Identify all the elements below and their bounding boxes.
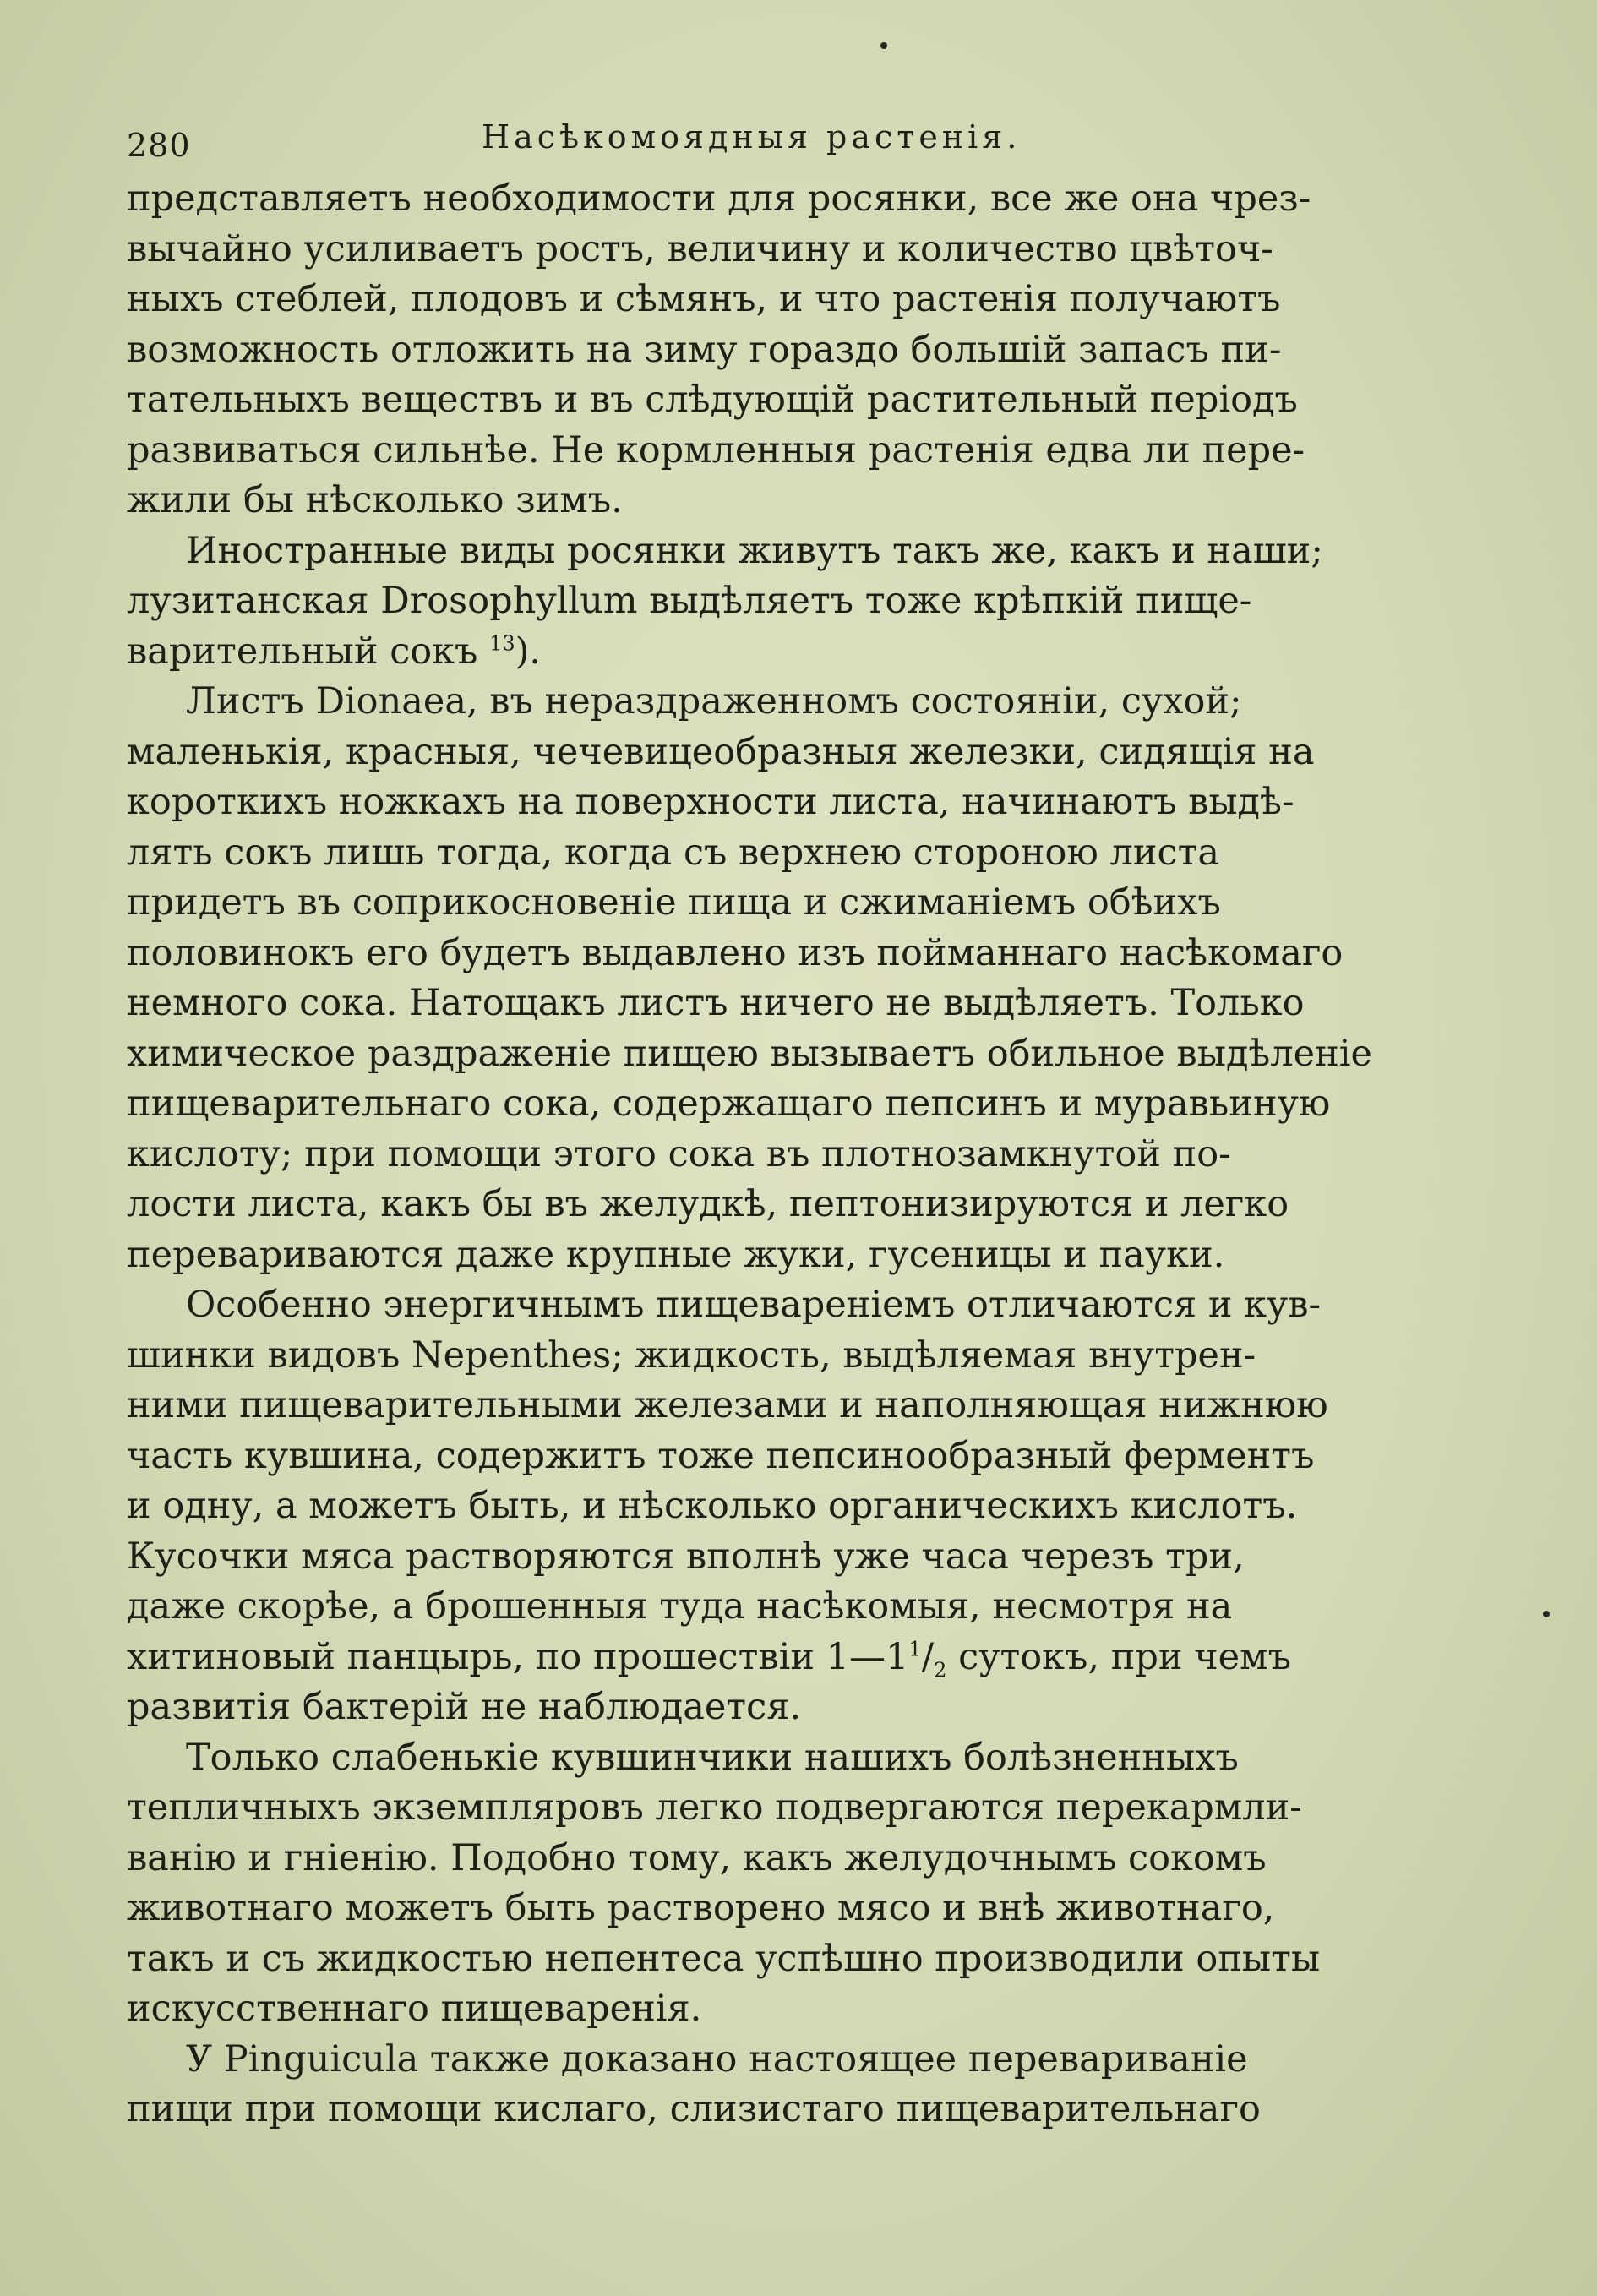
text-line: лузитанская Drosophyllum выдѣляетъ тоже крѣпкій пище-	[127, 580, 1252, 622]
text-line: лости листа, какъ бы въ желудкѣ, пептонизируются и легко	[127, 1183, 1289, 1225]
page-number: 280	[127, 127, 191, 164]
text-line: представляетъ необходимости для росянки, все же она чрез-	[127, 177, 1311, 220]
text-line: тепличныхъ экземпляровъ легко подвергаются перекармли-	[127, 1786, 1302, 1829]
text-line: У Pinguicula также доказано настоящее перевариваніе	[186, 2037, 1248, 2081]
fraction-numerator: 1	[908, 1637, 922, 1661]
body-text	[127, 174, 1445, 2135]
text-line: шинки видовъ Nepenthes; жидкость, выдѣляемая внутрен-	[127, 1333, 1256, 1377]
text-line: пищи при помощи кислаго, слизистаго пищеварительнаго	[127, 2088, 1261, 2130]
text-line-with-note	[127, 627, 1445, 678]
text-line: перевариваются даже крупные жуки, гусеницы и пауки.	[127, 1233, 1225, 1276]
text-line: такъ и съ жидкостью непентеса успѣшно производили опыты	[127, 1937, 1321, 1980]
text-line: пищеварительнаго сока, содержащаго пепсинъ и муравьиную	[127, 1083, 1331, 1125]
text-line: искусственнаго пищеваренія.	[127, 1988, 702, 2030]
text-line: кислоту; при помощи этого сока въ плотнозамкнутой по-	[127, 1132, 1231, 1175]
text-line: короткихъ ножкахъ на поверхности листа, начинаютъ выдѣ-	[127, 781, 1294, 823]
text-line: развиваться сильнѣе. Не кормленныя растенія едва ли пере-	[127, 428, 1305, 472]
running-title: Насѣкомоядныя растенія.	[482, 118, 1022, 155]
text-line: и одну, а можетъ быть, и нѣсколько органическихъ кислотъ.	[127, 1485, 1298, 1527]
text-line: немного сока. Натощакъ листъ ничего не выдѣляетъ. Только	[127, 982, 1305, 1024]
page-header	[127, 118, 1445, 169]
footnote-reference[interactable]: 13	[489, 631, 515, 656]
text-line: ванію и гніенію. Подобно тому, какъ желудочнымъ сокомъ	[127, 1836, 1267, 1879]
text-fragment: ).	[515, 630, 542, 673]
text-line: жили бы нѣсколько зимъ.	[127, 479, 623, 521]
text-line: вычайно усиливаетъ ростъ, величину и количество цвѣточ-	[127, 227, 1273, 270]
text-line: ныхъ стеблей, плодовъ и сѣмянъ, и что растенія получаютъ	[127, 278, 1281, 320]
text-line: Кусочки мяса растворяются вполнѣ уже часа черезъ три,	[127, 1535, 1245, 1578]
text-line: маленькія, красныя, чечевицеобразныя железки, сидящія на	[127, 730, 1315, 773]
ink-speck	[880, 42, 887, 49]
text-line: животнаго можетъ быть растворено мясо и внѣ животнаго,	[127, 1887, 1275, 1929]
text-line: Только слабенькіе кувшинчики нашихъ болѣзненныхъ	[186, 1736, 1239, 1779]
text-fragment: варительный сокъ	[127, 630, 478, 673]
text-line-with-fraction: хитиновый панцырь, по прошествіи $1—1^1/_2$ сутокъ, при чемъ	[127, 1635, 1291, 1682]
text-fragment: хитиновый панцырь, по прошествіи 1—1	[127, 1635, 909, 1678]
text-fragment: сутокъ, при чемъ	[946, 1635, 1291, 1678]
text-line: Иностранные виды росянки живутъ такъ же, какъ и наши;	[186, 529, 1323, 572]
text-line: придетъ въ соприкосновеніе пища и сжиманіемъ обѣихъ	[127, 881, 1221, 924]
text-line: Листъ Dionaea, въ нераздраженномъ состояніи, сухой;	[186, 680, 1242, 723]
fraction-denominator: 2	[934, 1658, 947, 1682]
text-line: даже скорѣе, а брошенныя туда насѣкомыя, несмотря на	[127, 1585, 1233, 1628]
text-line: Особенно энергичнымъ пищевареніемъ отличаются и кув-	[186, 1284, 1322, 1326]
text-line: лять сокъ лишь тогда, когда съ верхнею стороною листа	[127, 831, 1220, 874]
ink-speck	[1543, 1611, 1550, 1617]
text-line: химическое раздраженіе пищею вызываетъ обильное выдѣленіе	[127, 1032, 1372, 1075]
text-line: тательныхъ веществъ и въ слѣдующій растительный періодъ	[127, 379, 1298, 421]
text-line: развитія бактерій не наблюдается.	[127, 1686, 801, 1728]
text-line: ними пищеварительными железами и наполняющая нижнюю	[127, 1384, 1328, 1426]
text-line: часть кувшина, содержитъ тоже пепсинообразный ферментъ	[127, 1434, 1315, 1477]
text-line: возможность отложить на зиму гораздо большій запасъ пи-	[127, 328, 1282, 371]
text-line: половинокъ его будетъ выдавлено изъ пойманнаго насѣкомаго	[127, 931, 1344, 974]
